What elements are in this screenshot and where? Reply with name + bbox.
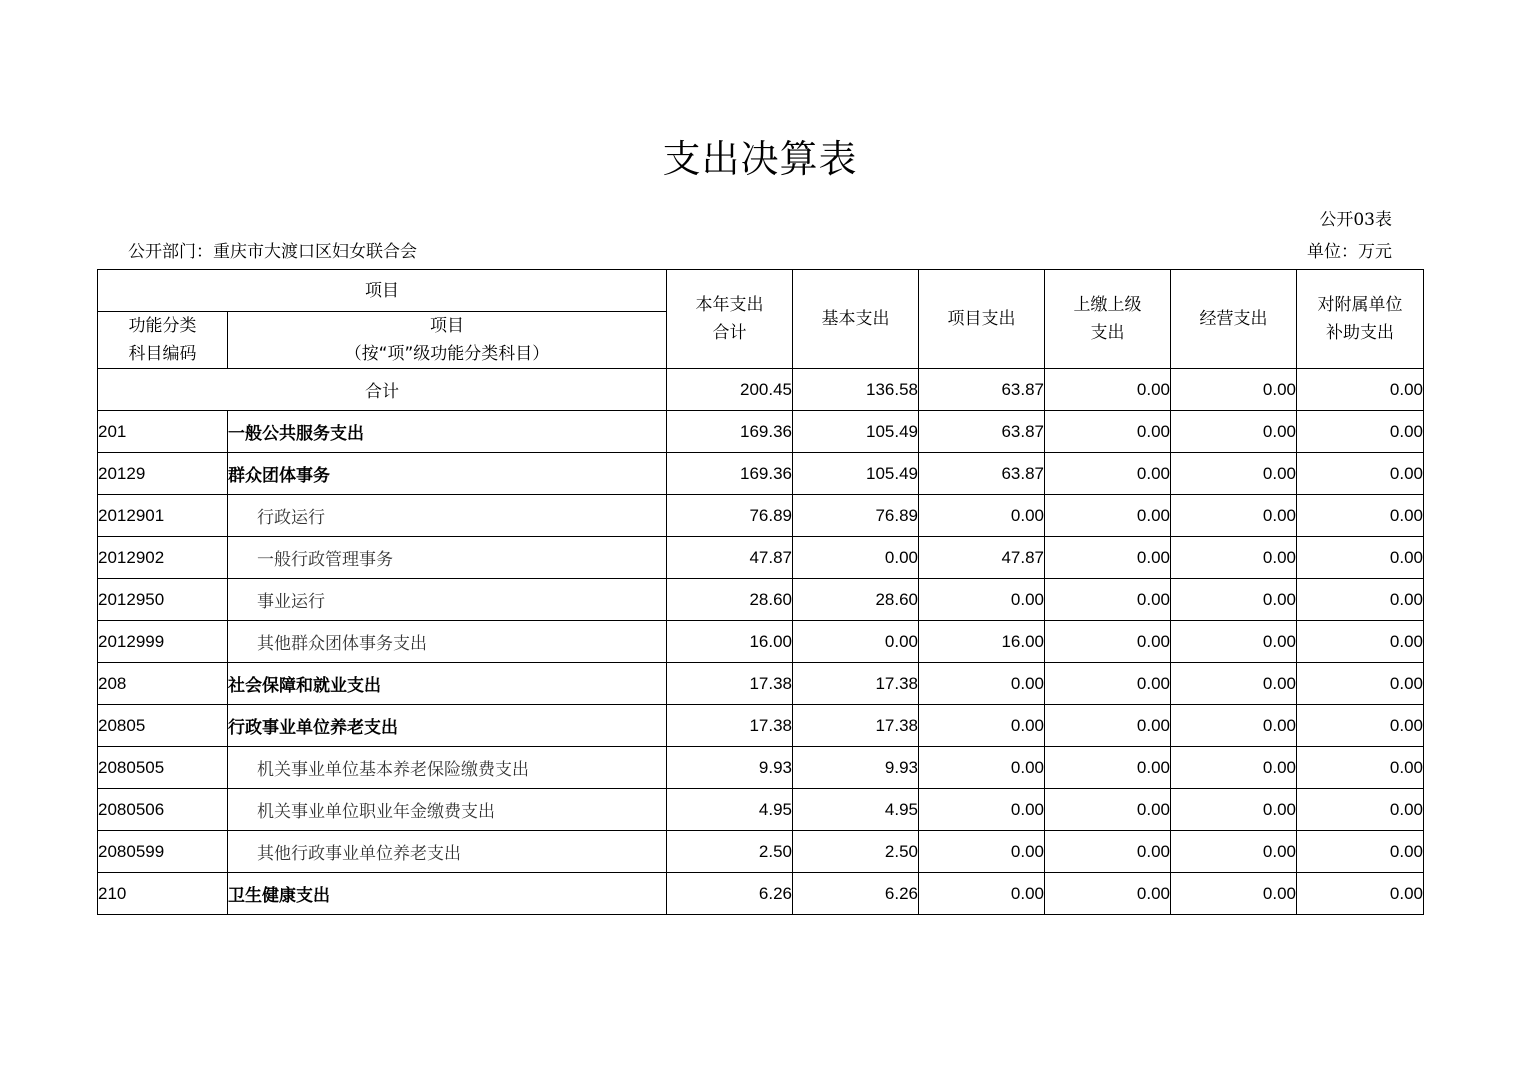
form-number: 公开03表 — [1319, 210, 1392, 230]
subsidy-header-line2: 补助支出 — [1326, 323, 1394, 343]
table-row — [98, 579, 1424, 621]
amount-cell: 47.87 — [919, 537, 1045, 579]
total-row-cell: 63.87 — [919, 369, 1045, 411]
function-code-cell: 210 — [98, 873, 228, 915]
amount-cell: 0.00 — [1297, 747, 1424, 789]
function-code-cell: 2080599 — [98, 831, 228, 873]
amount-cell: 0.00 — [1171, 495, 1297, 537]
business-expenditure-header: 经营支出 — [1171, 270, 1297, 369]
table-row — [98, 663, 1424, 705]
amount-cell: 0.00 — [919, 705, 1045, 747]
function-code-cell: 2080505 — [98, 747, 228, 789]
amount-cell: 0.00 — [1045, 495, 1171, 537]
amount-cell: 0.00 — [793, 537, 919, 579]
total-row-cell: 0.00 — [1171, 369, 1297, 411]
code-header-line2: 科目编码 — [128, 344, 197, 364]
total-row-cell: 200.45 — [667, 369, 793, 411]
item-name-cell: 其他行政事业单位养老支出 — [228, 831, 667, 873]
item-name-cell: 事业运行 — [228, 579, 667, 621]
upper-header-line1: 上缴上级 — [1073, 295, 1142, 315]
amount-cell: 0.00 — [1171, 747, 1297, 789]
item-name-cell: 其他群众团体事务支出 — [228, 621, 667, 663]
amount-cell: 17.38 — [793, 663, 919, 705]
project-expenditure-header: 项目支出 — [919, 270, 1045, 369]
amount-cell: 0.00 — [1171, 537, 1297, 579]
amount-cell: 76.89 — [793, 495, 919, 537]
upper-header-line2: 支出 — [1090, 323, 1125, 343]
amount-cell: 0.00 — [1045, 873, 1171, 915]
amount-cell: 4.95 — [793, 789, 919, 831]
upper-remittance-header — [1045, 270, 1171, 369]
total-row-cell: 0.00 — [1297, 369, 1424, 411]
amount-cell: 0.00 — [919, 873, 1045, 915]
amount-cell: 17.38 — [793, 705, 919, 747]
item-name-cell: 机关事业单位职业年金缴费支出 — [228, 789, 667, 831]
amount-cell: 0.00 — [1171, 411, 1297, 453]
table-row — [98, 831, 1424, 873]
table-row — [98, 873, 1424, 915]
amount-cell: 0.00 — [1297, 873, 1424, 915]
amount-cell: 0.00 — [1297, 789, 1424, 831]
amount-cell: 0.00 — [1171, 705, 1297, 747]
amount-cell: 105.49 — [793, 411, 919, 453]
function-code-cell: 20129 — [98, 453, 228, 495]
name-header-line2: （按“项”级功能分类科目） — [344, 344, 550, 364]
amount-cell: 0.00 — [793, 621, 919, 663]
table-row — [98, 705, 1424, 747]
function-code-cell: 201 — [98, 411, 228, 453]
amount-cell: 28.60 — [793, 579, 919, 621]
basic-expenditure-header: 基本支出 — [793, 270, 919, 369]
amount-cell: 2.50 — [793, 831, 919, 873]
project-group-header: 项目 — [98, 270, 667, 312]
item-name-cell: 社会保障和就业支出 — [228, 663, 667, 705]
amount-cell: 0.00 — [1297, 705, 1424, 747]
amount-cell: 0.00 — [1045, 411, 1171, 453]
total-row — [98, 369, 1424, 411]
function-code-cell: 208 — [98, 663, 228, 705]
amount-cell: 28.60 — [667, 579, 793, 621]
amount-cell: 0.00 — [1297, 453, 1424, 495]
amount-cell: 169.36 — [667, 453, 793, 495]
item-name-cell: 机关事业单位基本养老保险缴费支出 — [228, 747, 667, 789]
function-code-cell: 2012902 — [98, 537, 228, 579]
amount-cell: 0.00 — [1171, 579, 1297, 621]
amount-cell: 0.00 — [1171, 831, 1297, 873]
amount-cell: 0.00 — [919, 747, 1045, 789]
function-code-cell: 2012901 — [98, 495, 228, 537]
total-row-cell: 136.58 — [793, 369, 919, 411]
amount-cell: 0.00 — [1297, 495, 1424, 537]
amount-cell: 0.00 — [1171, 453, 1297, 495]
department-label: 公开部门：重庆市大渡口区妇女联合会 — [128, 242, 417, 262]
table-row — [98, 789, 1424, 831]
unit-label: 单位：万元 — [1307, 242, 1392, 262]
expenditure-table — [97, 269, 1424, 915]
table-row — [98, 411, 1424, 453]
item-name-cell: 一般行政管理事务 — [228, 537, 667, 579]
amount-cell: 9.93 — [667, 747, 793, 789]
amount-cell: 47.87 — [667, 537, 793, 579]
function-code-header — [98, 312, 228, 369]
total-header-line2: 合计 — [712, 323, 747, 343]
amount-cell: 0.00 — [1045, 831, 1171, 873]
amount-cell: 0.00 — [919, 789, 1045, 831]
table-row — [98, 747, 1424, 789]
amount-cell: 16.00 — [667, 621, 793, 663]
function-code-cell: 2012999 — [98, 621, 228, 663]
amount-cell: 63.87 — [919, 411, 1045, 453]
code-header-line1: 功能分类 — [128, 316, 197, 336]
amount-cell: 0.00 — [1297, 411, 1424, 453]
item-name-cell: 行政运行 — [228, 495, 667, 537]
amount-cell: 169.36 — [667, 411, 793, 453]
amount-cell: 0.00 — [1297, 663, 1424, 705]
amount-cell: 0.00 — [1297, 831, 1424, 873]
amount-cell: 17.38 — [667, 663, 793, 705]
amount-cell: 0.00 — [1045, 747, 1171, 789]
amount-cell: 63.87 — [919, 453, 1045, 495]
function-code-cell: 2080506 — [98, 789, 228, 831]
subsidy-header-line1: 对附属单位 — [1317, 295, 1403, 315]
amount-cell: 105.49 — [793, 453, 919, 495]
amount-cell: 0.00 — [919, 663, 1045, 705]
amount-cell: 6.26 — [667, 873, 793, 915]
amount-cell: 0.00 — [1297, 621, 1424, 663]
amount-cell: 0.00 — [1297, 537, 1424, 579]
amount-cell: 76.89 — [667, 495, 793, 537]
amount-cell: 0.00 — [1171, 789, 1297, 831]
item-name-cell: 卫生健康支出 — [228, 873, 667, 915]
item-name-cell: 一般公共服务支出 — [228, 411, 667, 453]
amount-cell: 0.00 — [919, 579, 1045, 621]
amount-cell: 0.00 — [1297, 579, 1424, 621]
item-name-cell: 行政事业单位养老支出 — [228, 705, 667, 747]
item-name-cell: 群众团体事务 — [228, 453, 667, 495]
amount-cell: 0.00 — [919, 495, 1045, 537]
function-code-cell: 20805 — [98, 705, 228, 747]
amount-cell: 0.00 — [1171, 873, 1297, 915]
table-row — [98, 621, 1424, 663]
amount-cell: 2.50 — [667, 831, 793, 873]
amount-cell: 6.26 — [793, 873, 919, 915]
amount-cell: 0.00 — [1045, 537, 1171, 579]
table-row — [98, 453, 1424, 495]
subsidy-expenditure-header — [1297, 270, 1424, 369]
total-expenditure-header — [667, 270, 793, 369]
amount-cell: 0.00 — [1171, 663, 1297, 705]
amount-cell: 0.00 — [1171, 621, 1297, 663]
total-row-label: 合计 — [98, 369, 667, 411]
item-name-header — [228, 312, 667, 369]
amount-cell: 9.93 — [793, 747, 919, 789]
amount-cell: 0.00 — [1045, 453, 1171, 495]
amount-cell: 4.95 — [667, 789, 793, 831]
table-row — [98, 495, 1424, 537]
amount-cell: 0.00 — [1045, 789, 1171, 831]
amount-cell: 0.00 — [1045, 705, 1171, 747]
amount-cell: 0.00 — [919, 831, 1045, 873]
total-row-cell: 0.00 — [1045, 369, 1171, 411]
function-code-cell: 2012950 — [98, 579, 228, 621]
amount-cell: 0.00 — [1045, 579, 1171, 621]
name-header-line1: 项目 — [430, 316, 464, 336]
table-row — [98, 537, 1424, 579]
amount-cell: 0.00 — [1045, 663, 1171, 705]
amount-cell: 0.00 — [1045, 621, 1171, 663]
total-header-line1: 本年支出 — [695, 295, 764, 315]
amount-cell: 16.00 — [919, 621, 1045, 663]
page-title: 支出决算表 — [662, 137, 858, 181]
amount-cell: 17.38 — [667, 705, 793, 747]
